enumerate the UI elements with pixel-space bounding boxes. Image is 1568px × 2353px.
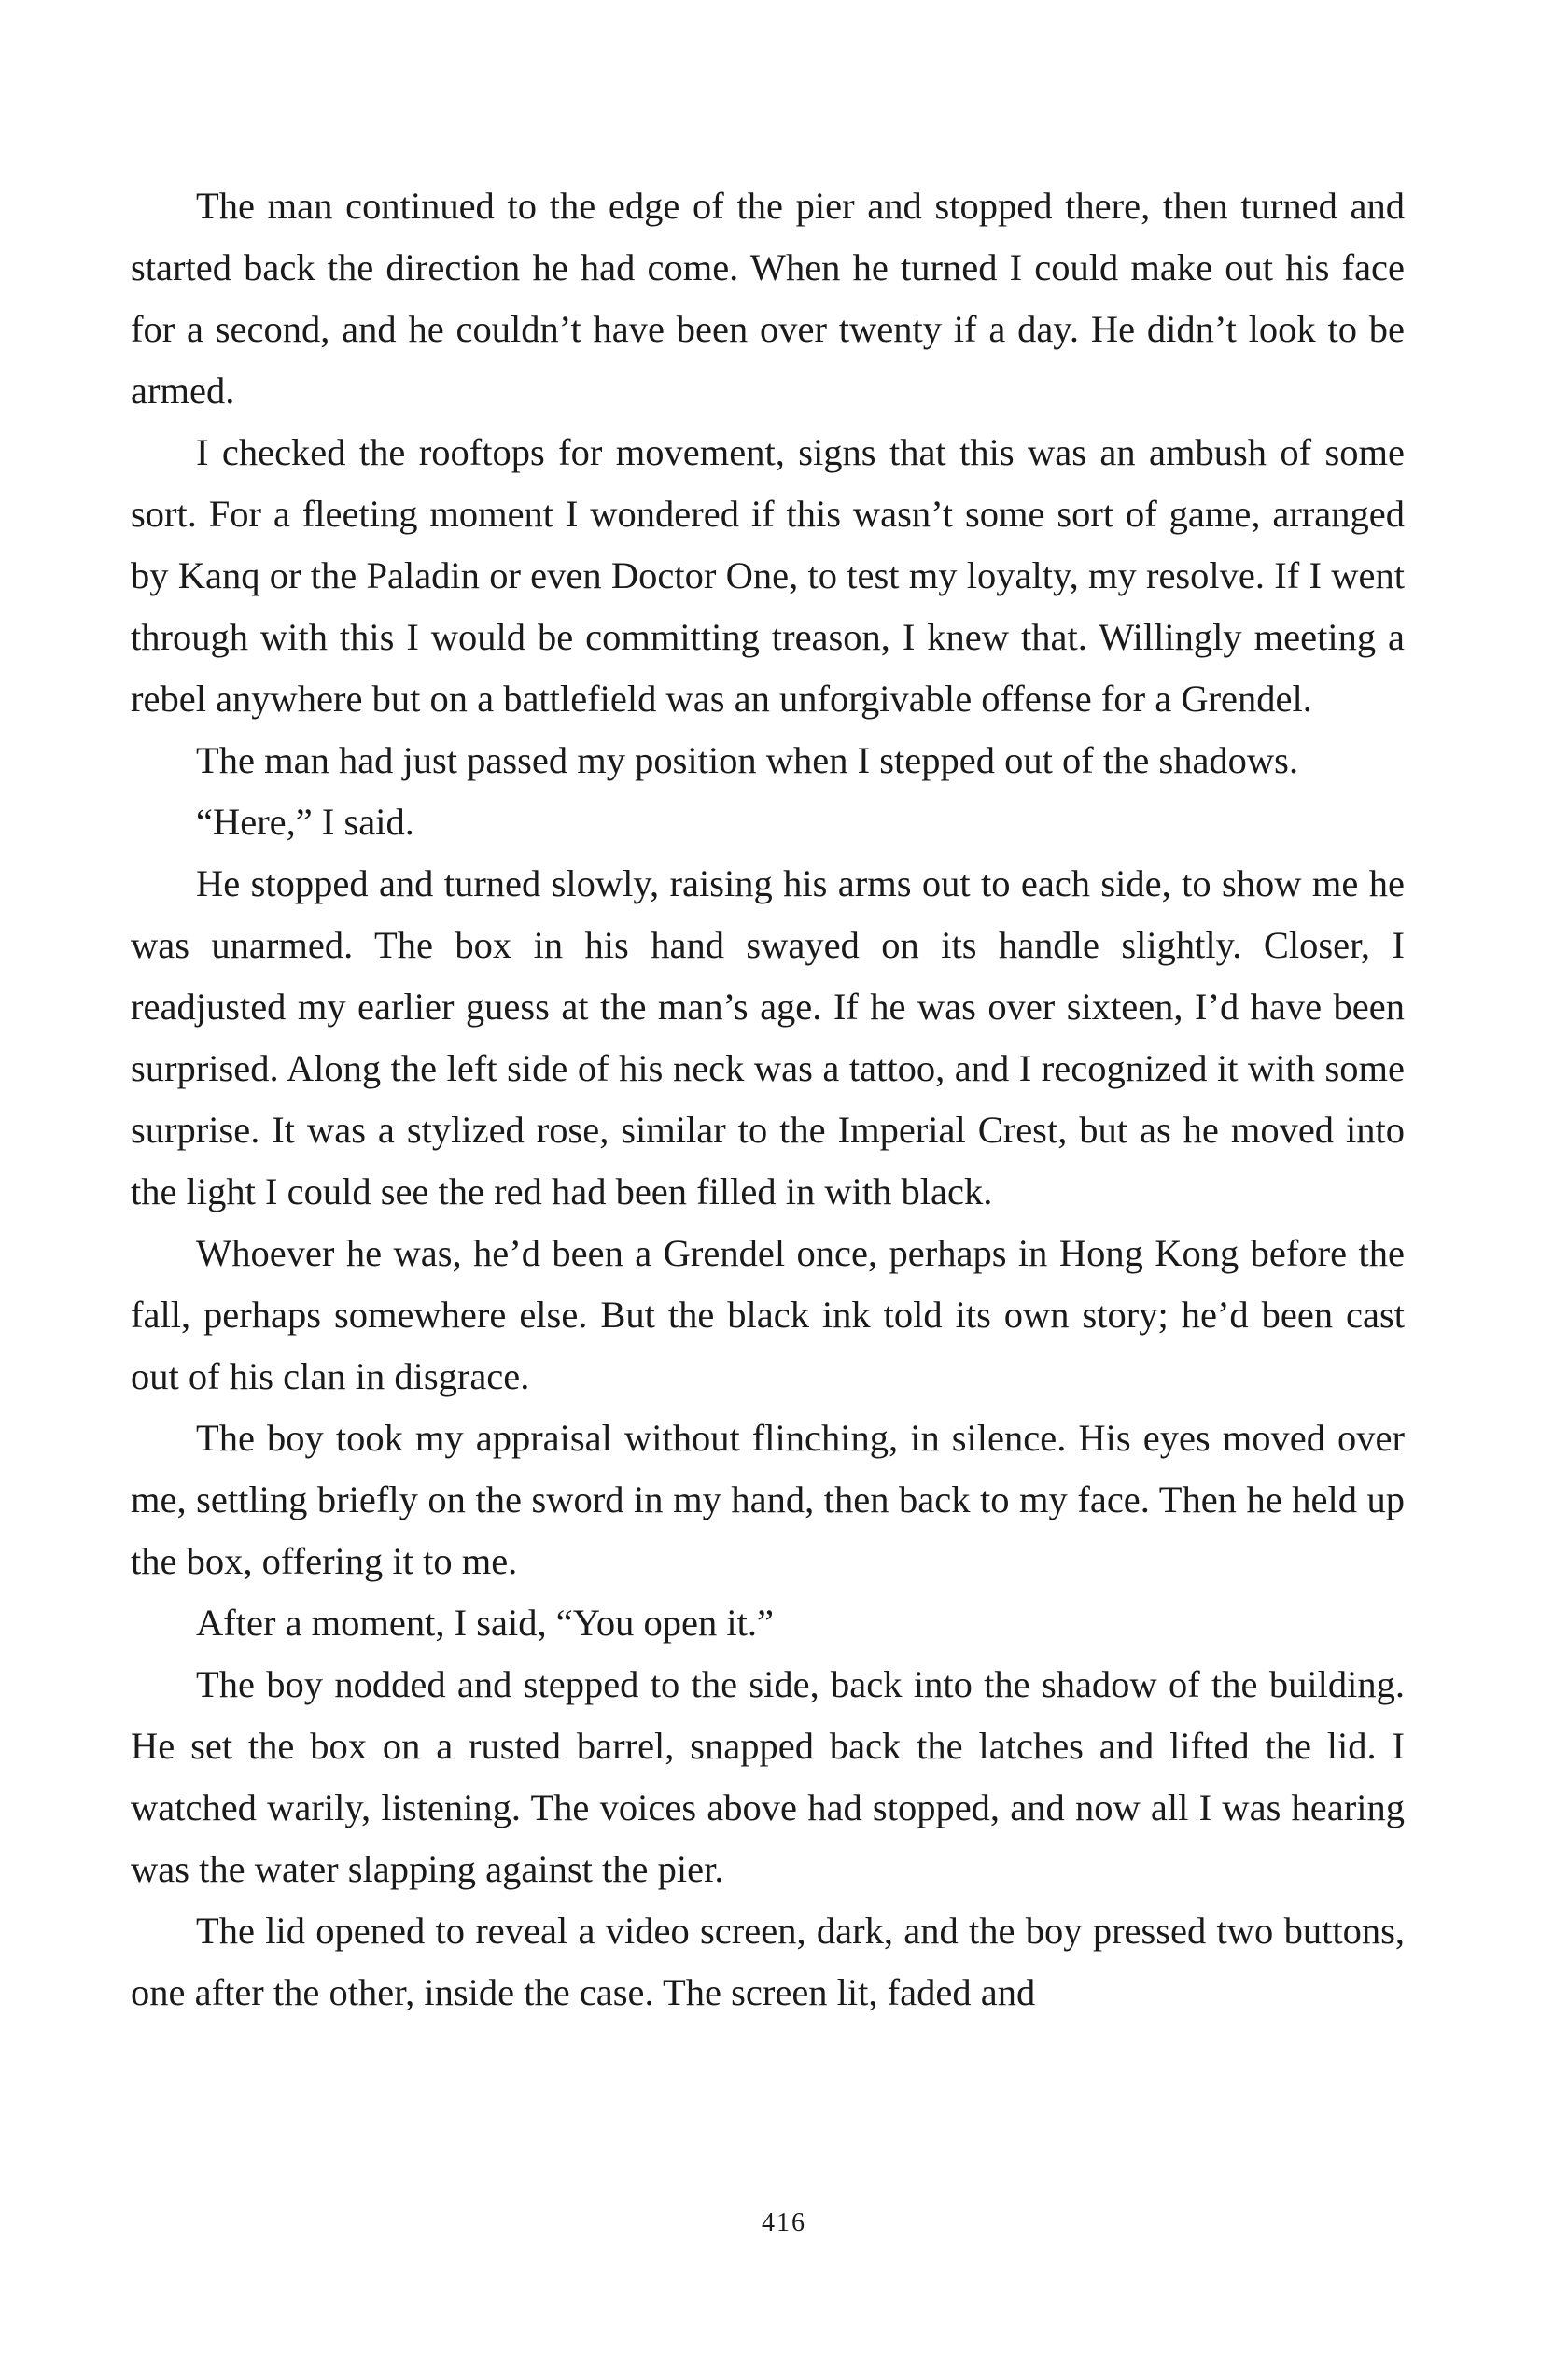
- paragraph-3: The man had just passed my position when I stepped out of the shadows.: [196, 739, 1299, 781]
- paragraph-10: The lid opened to reveal a video screen, dark, and the boy pressed two buttons, one after the other, inside the case. The screen lit, faded and: [131, 1910, 1405, 2013]
- paragraph-8: After a moment, I said, “You open it.”: [196, 1602, 775, 1644]
- paragraph-1: The man continued to the edge of the pier and stopped there, then turned and started back the direction he had come. When he turned I could make out his face for a second, and he couldn’t have been over twenty if a day. He didn’t look to be armed.: [131, 185, 1405, 412]
- paragraph-4: “Here,” I said.: [196, 801, 414, 843]
- page-body: [131, 175, 1405, 2024]
- paragraph-2: I checked the rooftops for movement, signs that this was an ambush of some sort. For a fleeting moment I wondered if this wasn’t some sort of game, arranged by Kanq or the Paladin or even Doctor One, to test my loyalty, my resolve. If I went through with this I would be committing treason, I knew that. Willingly meeting a rebel anywhere but on a battlefield was an unforgivable offense for a Grendel.: [131, 431, 1405, 720]
- page-number: 416: [762, 2208, 806, 2237]
- paragraph-9: The boy nodded and stepped to the side, back into the shadow of the building. He set the box on a rusted barrel, snapped back the latches and lifted the lid. I watched warily, listening. The voices above had stopped, and now all I was hearing was the water slapping against the pier.: [131, 1663, 1405, 1890]
- paragraph-7: The boy took my appraisal without flinching, in silence. His eyes moved over me, settling briefly on the sword in my hand, then back to my face. Then he held up the box, offering it to me.: [131, 1417, 1405, 1582]
- paragraph-5: He stopped and turned slowly, raising his arms out to each side, to show me he was unarmed. The box in his hand swayed on its handle slightly. Closer, I readjusted my earlier guess at the man’s age. If he was over sixteen, I’d have been surprised. Along the left side of his neck was a tattoo, and I recognized it with some surprise. It was a stylized rose, similar to the Imperial Crest, but as he moved into the light I could see the red had been filled in with black.: [131, 862, 1405, 1212]
- paragraph-6: Whoever he was, he’d been a Grendel once, perhaps in Hong Kong before the fall, perhaps somewhere else. But the black ink told its own story; he’d been cast out of his clan in disgrace.: [131, 1232, 1405, 1397]
